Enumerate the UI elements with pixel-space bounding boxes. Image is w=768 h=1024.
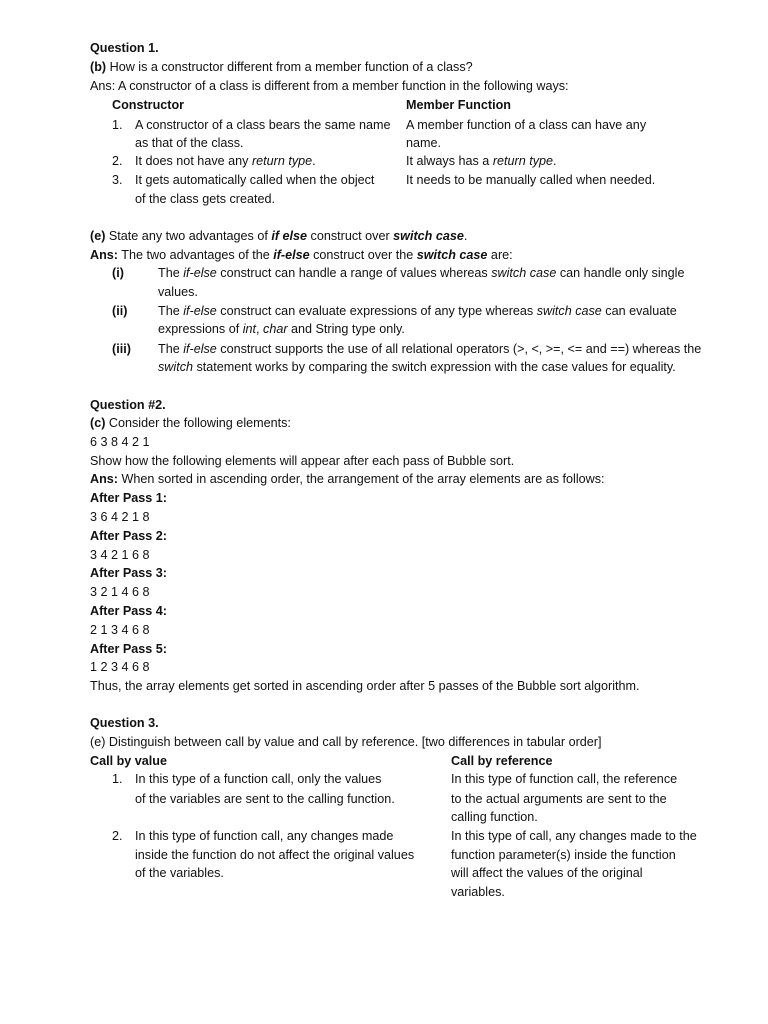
q2-instruction: Show how the following elements will appear after each pass of Bubble sort. bbox=[90, 454, 515, 468]
constructor-point: It gets automatically called when the object bbox=[135, 173, 375, 187]
pass-label: After Pass 3: bbox=[90, 566, 167, 580]
call-by-value-header: Call by value bbox=[90, 754, 167, 768]
member-function-point: A member function of a class can have any bbox=[406, 118, 647, 132]
call-by-reference-header: Call by reference bbox=[451, 754, 553, 768]
advantage-text: switch statement works by comparing the switch expression with the case values for equality. bbox=[158, 360, 676, 374]
constructor-header: Constructor bbox=[112, 98, 185, 112]
call-by-value-point: inside the function do not affect the original values bbox=[135, 848, 415, 862]
call-by-reference-point: variables. bbox=[451, 885, 505, 899]
member-function-point: It needs to be manually called when needed. bbox=[406, 173, 656, 187]
pass-label: After Pass 1: bbox=[90, 491, 167, 505]
advantage-text: The if-else construct can evaluate expressions of any type whereas switch case can evaluate bbox=[158, 304, 677, 318]
call-by-reference-point: function parameter(s) inside the function bbox=[451, 848, 676, 862]
constructor-point: It does not have any return type. bbox=[135, 154, 316, 168]
pass-label: After Pass 2: bbox=[90, 529, 167, 543]
call-by-reference-point: calling function. bbox=[451, 810, 538, 824]
q3-question: (e) Distinguish between call by value and call by reference. [two differences in tabular order] bbox=[90, 735, 602, 749]
pass-values: 3 4 2 1 6 8 bbox=[90, 548, 150, 562]
advantage-text: The if-else construct supports the use of all relational operators (>, <, >=, <= and ==) whereas the bbox=[158, 342, 702, 356]
call-by-value-point: In this type of function call, any changes made bbox=[135, 829, 394, 843]
pass-values: 2 1 3 4 6 8 bbox=[90, 623, 150, 637]
q2-conclusion: Thus, the array elements get sorted in ascending order after 5 passes of the Bubble sort algorithm. bbox=[90, 679, 640, 693]
advantage-text: expressions of int, char and String type only. bbox=[158, 322, 405, 336]
q1b-row-number: 2. bbox=[112, 154, 123, 168]
q3-heading: Question 3. bbox=[90, 716, 159, 730]
q1b-row-number: 1. bbox=[112, 118, 123, 132]
member-function-point: It always has a return type. bbox=[406, 154, 557, 168]
q1b-row-number: 3. bbox=[112, 173, 123, 187]
pass-label: After Pass 5: bbox=[90, 642, 167, 656]
q1b-question: (b) How is a constructor different from a member function of a class? bbox=[90, 60, 473, 74]
q3-row-number: 1. bbox=[112, 772, 123, 786]
q2-heading: Question #2. bbox=[90, 398, 166, 412]
q1b-answer: Ans: A constructor of a class is different from a member function in the following ways: bbox=[90, 79, 569, 93]
pass-values: 3 2 1 4 6 8 bbox=[90, 585, 150, 599]
q3-row-number: 2. bbox=[112, 829, 123, 843]
call-by-value-point: In this type of a function call, only the values bbox=[135, 772, 382, 786]
pass-values: 1 2 3 4 6 8 bbox=[90, 660, 150, 674]
call-by-reference-point: In this type of function call, the reference bbox=[451, 772, 678, 786]
advantage-text: The if-else construct can handle a range of values whereas switch case can handle only single bbox=[158, 266, 685, 280]
member-function-point: name. bbox=[406, 136, 442, 150]
q1e-answer: Ans: The two advantages of the if-else construct over the switch case are: bbox=[90, 248, 513, 262]
call-by-value-point: of the variables. bbox=[135, 866, 224, 880]
q1e-question: (e) State any two advantages of if else construct over switch case. bbox=[90, 229, 468, 243]
q2-elements: 6 3 8 4 2 1 bbox=[90, 435, 150, 449]
call-by-reference-point: to the actual arguments are sent to the bbox=[451, 792, 667, 806]
constructor-point: A constructor of a class bears the same name bbox=[135, 118, 391, 132]
pass-label: After Pass 4: bbox=[90, 604, 167, 618]
roman-numeral: (i) bbox=[112, 266, 124, 280]
constructor-point: of the class gets created. bbox=[135, 192, 276, 206]
constructor-point: as that of the class. bbox=[135, 136, 244, 150]
roman-numeral: (iii) bbox=[112, 342, 131, 356]
call-by-reference-point: will affect the values of the original bbox=[451, 866, 643, 880]
member-function-header: Member Function bbox=[406, 98, 511, 112]
advantage-text: values. bbox=[158, 285, 198, 299]
call-by-value-point: of the variables are sent to the calling function. bbox=[135, 792, 395, 806]
pass-values: 3 6 4 2 1 8 bbox=[90, 510, 150, 524]
roman-numeral: (ii) bbox=[112, 304, 128, 318]
q2c-question: (c) Consider the following elements: bbox=[90, 416, 291, 430]
call-by-reference-point: In this type of call, any changes made to the bbox=[451, 829, 697, 843]
q2-answer: Ans: When sorted in ascending order, the arrangement of the array elements are as follows: bbox=[90, 472, 605, 486]
q1-heading: Question 1. bbox=[90, 41, 159, 55]
